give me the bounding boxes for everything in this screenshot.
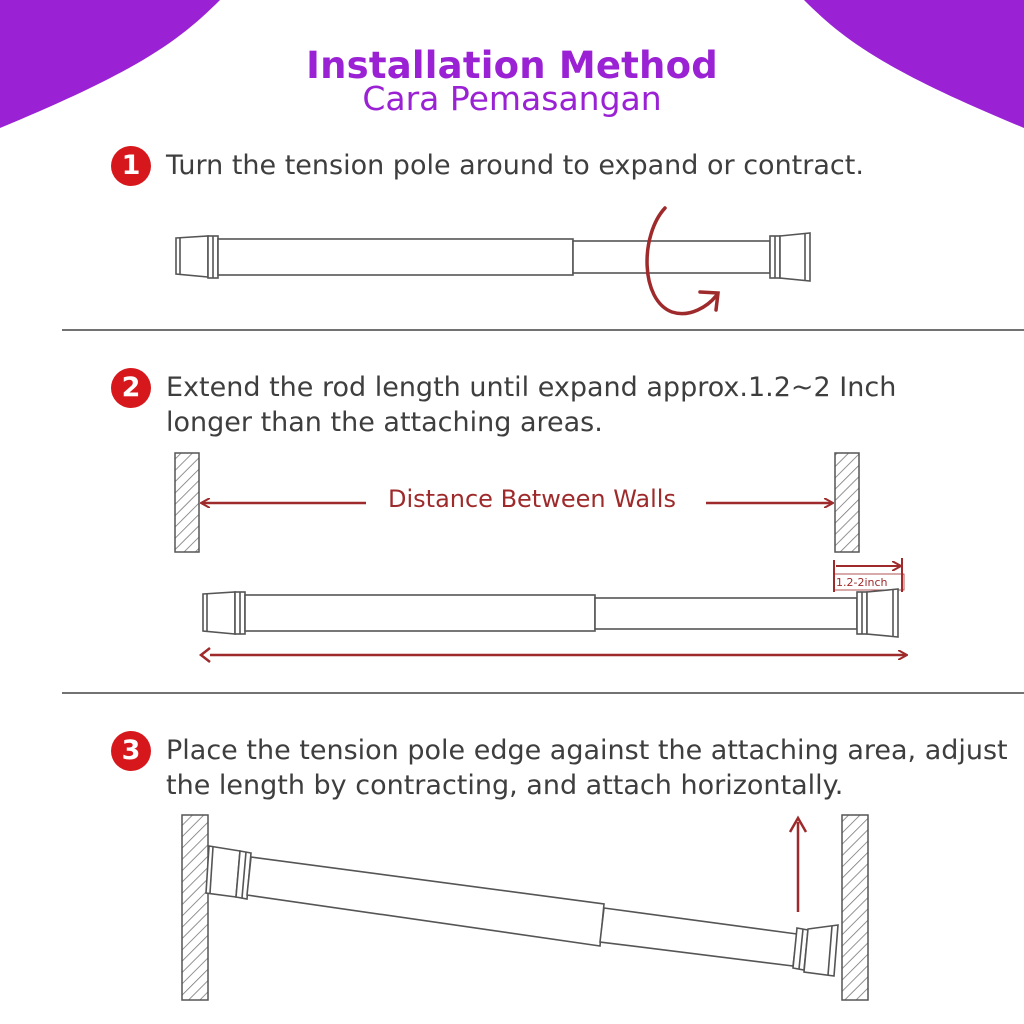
step-1-text: Turn the tension pole around to expand or contract.	[166, 150, 864, 181]
step-3-text-line1: Place the tension pole edge against the attaching area, adjust	[166, 735, 1008, 766]
left-wall	[175, 453, 199, 552]
right-wall	[835, 453, 859, 552]
step-3-tilted-tension-rod	[206, 846, 838, 976]
step-3-badge: 3	[111, 731, 151, 771]
step-2-tension-rod	[203, 589, 898, 637]
step-2-badge: 2	[111, 368, 151, 408]
upward-arrow-icon	[790, 818, 806, 912]
rod-length-arrow	[201, 648, 906, 662]
step-2-text-line1: Extend the rod length until expand approx.1.2~2 Inch	[166, 372, 897, 403]
distance-between-walls-label: Distance Between Walls	[388, 485, 676, 513]
step-1-tension-rod	[176, 233, 810, 281]
step-3-text-line2: the length by contracting, and attach horizontally.	[166, 770, 844, 801]
page-subtitle: Cara Pemasangan	[362, 79, 662, 118]
page-title: Installation Method	[306, 44, 718, 87]
step-3-right-wall	[842, 815, 868, 1000]
extra-length-bracket	[834, 558, 902, 592]
step-3-left-wall	[182, 815, 208, 1000]
step-1-badge: 1	[111, 146, 151, 186]
step-2-text-line2: longer than the attaching areas.	[166, 407, 603, 438]
extra-length-label: 1.2-2inch	[836, 576, 888, 589]
